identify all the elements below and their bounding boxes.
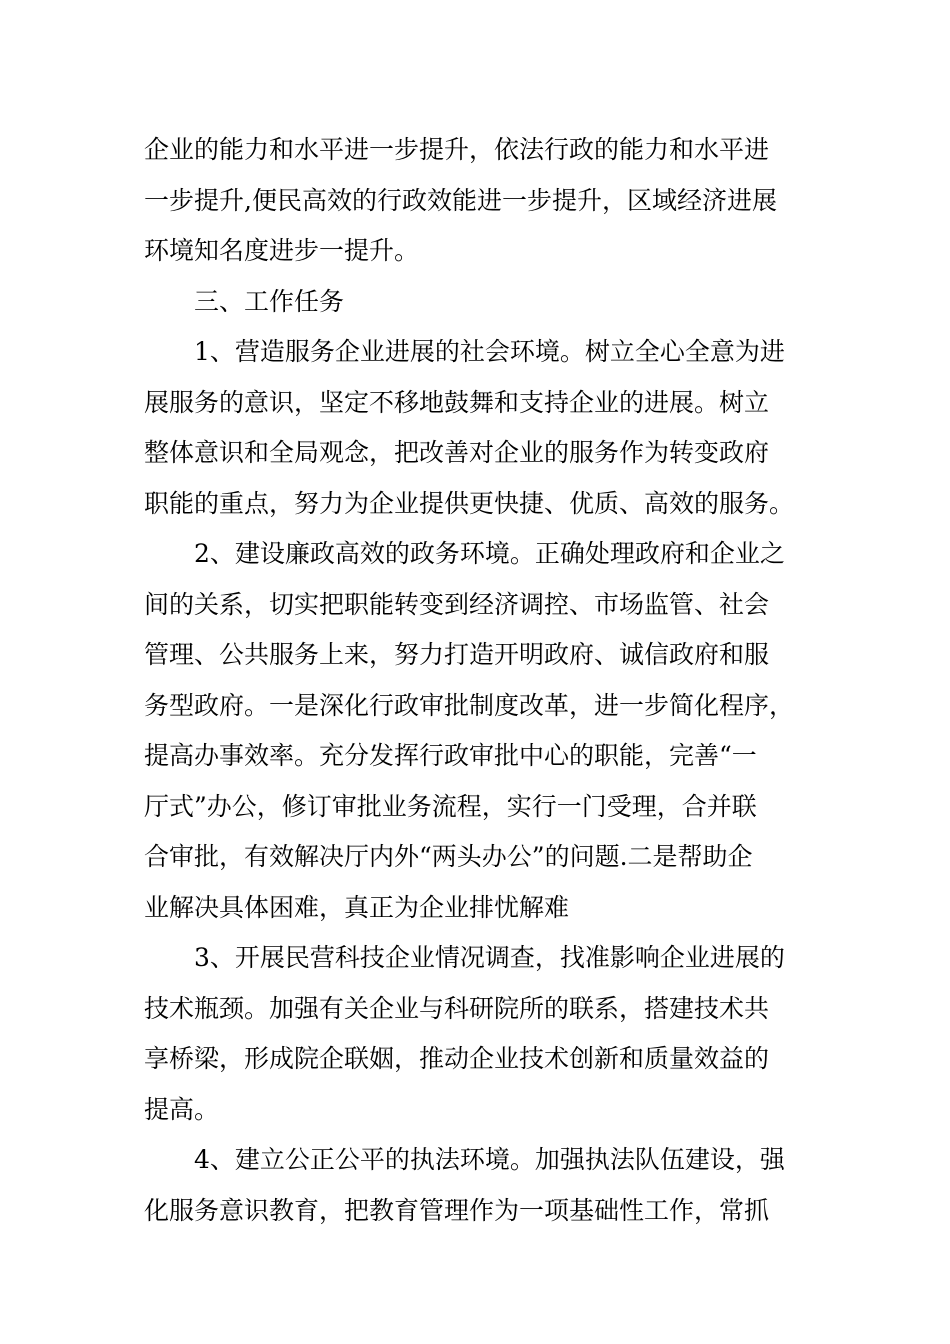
text-line: 环境知名度进步一提升。 bbox=[144, 236, 420, 265]
text-line: 厅式”办公，修订审批业务流程，实行一门受理，合并联 bbox=[144, 791, 757, 821]
text-line: 3、开展民营科技企业情况调查，找准影响企业进展的 bbox=[194, 943, 785, 972]
text-line: 2、建设廉政高效的政务环境。正确处理政府和企业之 bbox=[194, 539, 785, 568]
text-line: 化服务意识教育，把教育管理作为一项基础性工作，常抓 bbox=[144, 1195, 770, 1225]
text-line: 提高。 bbox=[144, 1094, 220, 1124]
text-line: 提高办事效率。充分发挥行政审批中心的职能，完善“一 bbox=[144, 741, 757, 770]
text-line: 整体意识和全局观念，把改善对企业的服务作为转变政府 bbox=[144, 438, 770, 467]
text-line: 展服务的意识，坚定不移地鼓舞和支持企业的进展。树立 bbox=[144, 387, 770, 417]
text-line: 业解决具体困难，真正为企业排忧解难 bbox=[144, 892, 570, 922]
text-line: 管理、公共服务上来，努力打造开明政府、诚信政府和服 bbox=[144, 640, 770, 669]
text-line: 务型政府。一是深化行政审批制度改革，进一步简化程序， bbox=[144, 690, 795, 720]
text-line: 职能的重点，努力为企业提供更快捷、优质、高效的服务。 bbox=[144, 488, 795, 518]
text-line: 间的关系，切实把职能转变到经济调控、市场监管、社会 bbox=[144, 589, 770, 619]
text-line: 企业的能力和水平进一步提升，依法行政的能力和水平进 bbox=[144, 135, 770, 164]
text-line: 技术瓶颈。加强有关企业与科研院所的联系，搭建技术共 bbox=[144, 993, 770, 1023]
text-line: 1、营造服务企业进展的社会环境。树立全心全意为进 bbox=[194, 337, 785, 366]
text-line: 合审批，有效解决厅内外“两头办公”的问题.二是帮助企 bbox=[144, 842, 753, 871]
text-line: 享桥梁，形成院企联姻，推动企业技术创新和质量效益的 bbox=[144, 1044, 770, 1073]
text-line: 4、建立公正公平的执法环境。加强执法队伍建设，强 bbox=[194, 1145, 785, 1174]
document-body bbox=[144, 125, 800, 1236]
text-line: 三、工作任务 bbox=[194, 286, 345, 316]
text-line: 一步提升,便民高效的行政效能进一步提升，区域经济进展 bbox=[144, 185, 777, 215]
